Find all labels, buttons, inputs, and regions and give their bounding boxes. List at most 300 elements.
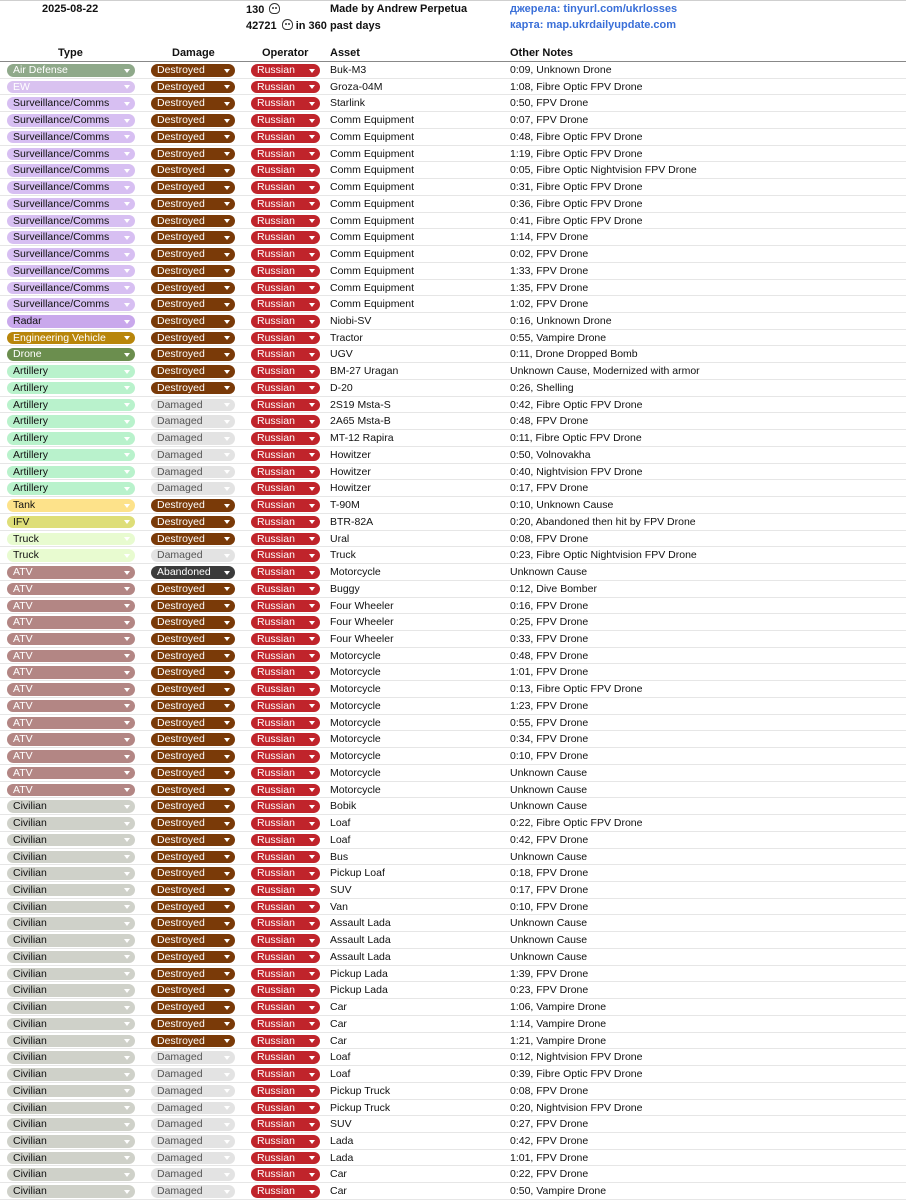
notes-cell[interactable]: 0:55, FPV Drone [510,716,589,729]
type-dropdown[interactable] [7,365,135,378]
asset-cell[interactable]: Four Wheeler [330,599,394,612]
type-dropdown[interactable] [7,499,135,512]
damage-dropdown[interactable] [151,81,235,94]
asset-cell[interactable]: Comm Equipment [330,197,415,210]
operator-dropdown[interactable] [251,700,320,713]
damage-dropdown[interactable] [151,399,235,412]
notes-cell[interactable]: Unknown Cause [510,950,588,963]
notes-cell[interactable]: 0:12, Nightvision FPV Drone [510,1051,643,1064]
operator-dropdown[interactable] [251,449,320,462]
type-dropdown[interactable] [7,282,135,295]
notes-cell[interactable]: 1:23, FPV Drone [510,699,589,712]
operator-dropdown[interactable] [251,466,320,479]
asset-cell[interactable]: Howitzer [330,448,371,461]
asset-cell[interactable]: Motorcycle [330,566,381,579]
notes-cell[interactable]: 0:42, FPV Drone [510,1135,589,1147]
type-dropdown[interactable] [7,566,135,579]
asset-cell[interactable]: Four Wheeler [330,616,394,629]
notes-cell[interactable]: 0:48, Fibre Optic FPV Drone [510,130,643,143]
type-dropdown[interactable] [7,215,135,228]
operator-dropdown[interactable] [251,733,320,746]
damage-dropdown[interactable] [151,934,235,947]
operator-dropdown[interactable] [251,131,320,144]
type-dropdown[interactable] [7,248,135,261]
type-dropdown[interactable] [7,164,135,177]
notes-cell[interactable]: 0:17, FPV Drone [510,482,589,495]
operator-dropdown[interactable] [251,348,320,361]
damage-dropdown[interactable] [151,968,235,981]
type-dropdown[interactable] [7,81,135,94]
asset-cell[interactable]: Assault Lada [330,950,391,963]
type-dropdown[interactable] [7,633,135,646]
type-dropdown[interactable] [7,851,135,864]
type-dropdown[interactable] [7,315,135,328]
type-dropdown[interactable] [7,131,135,144]
asset-cell[interactable]: Bobik [330,800,357,813]
operator-dropdown[interactable] [251,1001,320,1014]
asset-cell[interactable]: Comm Equipment [330,264,415,277]
type-dropdown[interactable] [7,968,135,981]
asset-cell[interactable]: 2S19 Msta-S [330,398,391,411]
notes-cell[interactable]: 1:14, FPV Drone [510,231,589,244]
operator-dropdown[interactable] [251,583,320,596]
type-dropdown[interactable] [7,1168,135,1181]
damage-dropdown[interactable] [151,750,235,763]
notes-cell[interactable]: 1:21, Vampire Drone [510,1034,607,1047]
asset-cell[interactable]: Niobi-SV [330,315,372,328]
map-link[interactable] [510,19,676,31]
asset-cell[interactable]: SUV [330,1118,352,1131]
damage-dropdown[interactable] [151,348,235,361]
type-dropdown[interactable] [7,1102,135,1115]
operator-dropdown[interactable] [251,683,320,696]
notes-cell[interactable]: 0:05, Fibre Optic Nightvision FPV Drone [510,164,697,177]
type-dropdown[interactable] [7,97,135,110]
type-dropdown[interactable] [7,265,135,278]
damage-dropdown[interactable] [151,834,235,847]
type-dropdown[interactable] [7,549,135,562]
damage-dropdown[interactable] [151,867,235,880]
notes-cell[interactable]: 0:42, Fibre Optic FPV Drone [510,398,643,411]
notes-cell[interactable]: 0:41, Fibre Optic FPV Drone [510,214,643,227]
asset-cell[interactable]: Lada [330,1135,354,1147]
column-header-notes[interactable]: Other Notes [510,47,573,59]
operator-dropdown[interactable] [251,499,320,512]
type-dropdown[interactable] [7,1051,135,1064]
type-dropdown[interactable] [7,382,135,395]
damage-dropdown[interactable] [151,583,235,596]
asset-cell[interactable]: Comm Equipment [330,130,415,143]
damage-dropdown[interactable] [151,1152,235,1165]
damage-dropdown[interactable] [151,231,235,244]
column-header-asset[interactable]: Asset [330,47,360,59]
operator-dropdown[interactable] [251,248,320,261]
notes-cell[interactable]: 0:22, FPV Drone [510,1168,589,1181]
asset-cell[interactable]: Car [330,1001,347,1014]
type-dropdown[interactable] [7,198,135,211]
type-dropdown[interactable] [7,1018,135,1031]
operator-dropdown[interactable] [251,382,320,395]
operator-dropdown[interactable] [251,784,320,797]
operator-dropdown[interactable] [251,282,320,295]
type-dropdown[interactable] [7,449,135,462]
asset-cell[interactable]: T-90M [330,499,360,512]
operator-dropdown[interactable] [251,968,320,981]
damage-dropdown[interactable] [151,1185,235,1198]
asset-cell[interactable]: Comm Equipment [330,114,415,127]
damage-dropdown[interactable] [151,415,235,428]
operator-dropdown[interactable] [251,533,320,546]
asset-cell[interactable]: Car [330,1185,347,1198]
operator-dropdown[interactable] [251,951,320,964]
asset-cell[interactable]: Motorcycle [330,666,381,679]
notes-cell[interactable]: 1:01, FPV Drone [510,666,589,679]
notes-cell[interactable]: 1:01, FPV Drone [510,1151,589,1164]
damage-dropdown[interactable] [151,951,235,964]
operator-dropdown[interactable] [251,1068,320,1081]
type-dropdown[interactable] [7,533,135,546]
notes-cell[interactable]: 0:48, FPV Drone [510,649,589,662]
operator-dropdown[interactable] [251,1018,320,1031]
asset-cell[interactable]: BTR-82A [330,515,374,528]
asset-cell[interactable]: SUV [330,883,352,896]
type-dropdown[interactable] [7,64,135,77]
column-header-operator[interactable]: Operator [262,47,309,59]
operator-dropdown[interactable] [251,415,320,428]
operator-dropdown[interactable] [251,64,320,77]
operator-dropdown[interactable] [251,817,320,830]
asset-cell[interactable]: Motorcycle [330,649,381,662]
damage-dropdown[interactable] [151,650,235,663]
damage-dropdown[interactable] [151,533,235,546]
type-dropdown[interactable] [7,148,135,161]
type-dropdown[interactable] [7,901,135,914]
column-header-type[interactable]: Type [58,47,83,59]
notes-cell[interactable]: 0:12, Dive Bomber [510,582,597,595]
operator-dropdown[interactable] [251,600,320,613]
asset-cell[interactable]: Ural [330,532,350,545]
damage-dropdown[interactable] [151,901,235,914]
type-dropdown[interactable] [7,466,135,479]
asset-cell[interactable]: Assault Lada [330,934,391,947]
type-dropdown[interactable] [7,1085,135,1098]
operator-dropdown[interactable] [251,750,320,763]
operator-dropdown[interactable] [251,934,320,947]
damage-dropdown[interactable] [151,884,235,897]
asset-cell[interactable]: Car [330,1017,347,1030]
damage-dropdown[interactable] [151,148,235,161]
asset-cell[interactable]: Four Wheeler [330,632,394,645]
operator-dropdown[interactable] [251,399,320,412]
operator-dropdown[interactable] [251,81,320,94]
notes-cell[interactable]: Unknown Cause [510,783,588,796]
operator-dropdown[interactable] [251,1152,320,1165]
notes-cell[interactable]: 0:11, Drone Dropped Bomb [510,348,638,361]
type-dropdown[interactable] [7,181,135,194]
asset-cell[interactable]: Loaf [330,833,351,846]
asset-cell[interactable]: MT-12 Rapira [330,432,394,445]
damage-dropdown[interactable] [151,315,235,328]
damage-dropdown[interactable] [151,1085,235,1098]
notes-cell[interactable]: 0:55, Vampire Drone [510,331,607,344]
asset-cell[interactable]: Truck [330,549,356,562]
type-dropdown[interactable] [7,415,135,428]
operator-dropdown[interactable] [251,867,320,880]
type-dropdown[interactable] [7,750,135,763]
type-dropdown[interactable] [7,767,135,780]
sources-url[interactable]: tinyurl.com/ukrlosses [563,3,678,15]
notes-cell[interactable]: 0:25, FPV Drone [510,616,589,629]
notes-cell[interactable]: 0:16, Unknown Drone [510,315,612,328]
asset-cell[interactable]: Pickup Loaf [330,867,385,880]
operator-dropdown[interactable] [251,332,320,345]
operator-dropdown[interactable] [251,984,320,997]
damage-dropdown[interactable] [151,1102,235,1115]
notes-cell[interactable]: 0:11, Fibre Optic FPV Drone [510,432,642,445]
type-dropdown[interactable] [7,516,135,529]
damage-dropdown[interactable] [151,917,235,930]
operator-dropdown[interactable] [251,365,320,378]
operator-dropdown[interactable] [251,97,320,110]
notes-cell[interactable]: 0:50, Volnovakha [510,448,591,461]
asset-cell[interactable]: Pickup Lada [330,967,388,980]
type-dropdown[interactable] [7,784,135,797]
asset-cell[interactable]: Comm Equipment [330,281,415,294]
operator-dropdown[interactable] [251,767,320,780]
notes-cell[interactable]: 0:39, Fibre Optic FPV Drone [510,1068,643,1081]
notes-cell[interactable]: 0:10, FPV Drone [510,750,589,763]
notes-cell[interactable]: 0:26, Shelling [510,381,574,394]
column-header-damage[interactable]: Damage [172,47,215,59]
asset-cell[interactable]: Motorcycle [330,750,381,763]
damage-dropdown[interactable] [151,600,235,613]
operator-dropdown[interactable] [251,717,320,730]
operator-dropdown[interactable] [251,884,320,897]
damage-dropdown[interactable] [151,181,235,194]
damage-dropdown[interactable] [151,114,235,127]
type-dropdown[interactable] [7,650,135,663]
damage-dropdown[interactable] [151,784,235,797]
damage-dropdown[interactable] [151,1135,235,1148]
damage-dropdown[interactable] [151,616,235,629]
notes-cell[interactable]: 0:20, Nightvision FPV Drone [510,1101,643,1114]
notes-cell[interactable]: 0:16, FPV Drone [510,599,589,612]
type-dropdown[interactable] [7,348,135,361]
asset-cell[interactable]: D-20 [330,381,353,394]
type-dropdown[interactable] [7,1118,135,1131]
operator-dropdown[interactable] [251,215,320,228]
operator-dropdown[interactable] [251,298,320,311]
operator-dropdown[interactable] [251,516,320,529]
damage-dropdown[interactable] [151,633,235,646]
damage-dropdown[interactable] [151,733,235,746]
damage-dropdown[interactable] [151,1118,235,1131]
type-dropdown[interactable] [7,298,135,311]
notes-cell[interactable]: 0:20, Abandoned then hit by FPV Drone [510,515,696,528]
operator-dropdown[interactable] [251,851,320,864]
operator-dropdown[interactable] [251,549,320,562]
type-dropdown[interactable] [7,600,135,613]
type-dropdown[interactable] [7,1152,135,1165]
map-url[interactable]: map.ukrdailyupdate.com [546,19,677,31]
damage-dropdown[interactable] [151,717,235,730]
operator-dropdown[interactable] [251,633,320,646]
notes-cell[interactable]: 1:39, FPV Drone [510,967,589,980]
asset-cell[interactable]: Car [330,1168,347,1181]
damage-dropdown[interactable] [151,1001,235,1014]
type-dropdown[interactable] [7,700,135,713]
operator-dropdown[interactable] [251,181,320,194]
operator-dropdown[interactable] [251,650,320,663]
notes-cell[interactable]: 0:08, FPV Drone [510,532,589,545]
damage-dropdown[interactable] [151,767,235,780]
asset-cell[interactable]: Motorcycle [330,683,381,696]
notes-cell[interactable]: 0:02, FPV Drone [510,248,589,261]
notes-cell[interactable]: 0:31, Fibre Optic FPV Drone [510,181,643,194]
notes-cell[interactable]: 0:27, FPV Drone [510,1118,589,1131]
notes-cell[interactable]: 0:18, FPV Drone [510,867,589,880]
asset-cell[interactable]: Assault Lada [330,917,391,930]
notes-cell[interactable]: Unknown Cause [510,766,588,779]
asset-cell[interactable]: Comm Equipment [330,231,415,244]
operator-dropdown[interactable] [251,1102,320,1115]
notes-cell[interactable]: 0:17, FPV Drone [510,883,589,896]
damage-dropdown[interactable] [151,64,235,77]
asset-cell[interactable]: Comm Equipment [330,164,415,177]
notes-cell[interactable]: Unknown Cause [510,566,588,579]
asset-cell[interactable]: Lada [330,1151,354,1164]
asset-cell[interactable]: Bus [330,850,349,863]
operator-dropdown[interactable] [251,432,320,445]
type-dropdown[interactable] [7,1068,135,1081]
notes-cell[interactable]: 0:50, FPV Drone [510,97,589,110]
damage-dropdown[interactable] [151,800,235,813]
type-dropdown[interactable] [7,683,135,696]
damage-dropdown[interactable] [151,1168,235,1181]
asset-cell[interactable]: Van [330,900,348,913]
damage-dropdown[interactable] [151,466,235,479]
asset-cell[interactable]: Loaf [330,817,351,830]
damage-dropdown[interactable] [151,164,235,177]
damage-dropdown[interactable] [151,432,235,445]
operator-dropdown[interactable] [251,917,320,930]
damage-dropdown[interactable] [151,851,235,864]
type-dropdown[interactable] [7,717,135,730]
notes-cell[interactable]: 1:14, Vampire Drone [510,1017,607,1030]
type-dropdown[interactable] [7,1185,135,1198]
asset-cell[interactable]: Pickup Lada [330,984,388,997]
type-dropdown[interactable] [7,666,135,679]
notes-cell[interactable]: 1:19, Fibre Optic FPV Drone [510,147,643,160]
operator-dropdown[interactable] [251,800,320,813]
damage-dropdown[interactable] [151,1051,235,1064]
notes-cell[interactable]: 0:09, Unknown Drone [510,64,612,76]
notes-cell[interactable]: 0:40, Nightvision FPV Drone [510,465,643,478]
operator-dropdown[interactable] [251,901,320,914]
asset-cell[interactable]: Comm Equipment [330,181,415,194]
sources-link[interactable] [510,3,677,15]
asset-cell[interactable]: Comm Equipment [330,214,415,227]
notes-cell[interactable]: 0:10, FPV Drone [510,900,589,913]
asset-cell[interactable]: Groza-04M [330,80,383,93]
type-dropdown[interactable] [7,884,135,897]
notes-cell[interactable]: Unknown Cause [510,850,588,863]
notes-cell[interactable]: Unknown Cause, Modernized with armor [510,365,700,378]
operator-dropdown[interactable] [251,315,320,328]
asset-cell[interactable]: Loaf [330,1068,351,1081]
type-dropdown[interactable] [7,332,135,345]
notes-cell[interactable]: 0:23, Fibre Optic Nightvision FPV Drone [510,549,697,562]
notes-cell[interactable]: 0:08, FPV Drone [510,1084,589,1097]
type-dropdown[interactable] [7,951,135,964]
asset-cell[interactable]: Pickup Truck [330,1101,391,1114]
damage-dropdown[interactable] [151,449,235,462]
damage-dropdown[interactable] [151,365,235,378]
operator-dropdown[interactable] [251,1118,320,1131]
type-dropdown[interactable] [7,733,135,746]
operator-dropdown[interactable] [251,114,320,127]
operator-dropdown[interactable] [251,198,320,211]
operator-dropdown[interactable] [251,1035,320,1048]
type-dropdown[interactable] [7,1001,135,1014]
operator-dropdown[interactable] [251,482,320,495]
notes-cell[interactable]: 0:42, FPV Drone [510,833,589,846]
damage-dropdown[interactable] [151,248,235,261]
notes-cell[interactable]: 0:48, FPV Drone [510,415,589,428]
damage-dropdown[interactable] [151,499,235,512]
asset-cell[interactable]: Motorcycle [330,716,381,729]
notes-cell[interactable]: 0:23, FPV Drone [510,984,589,997]
asset-cell[interactable]: UGV [330,348,353,361]
operator-dropdown[interactable] [251,231,320,244]
asset-cell[interactable]: Tractor [330,331,363,344]
asset-cell[interactable]: Buk-M3 [330,64,367,76]
damage-dropdown[interactable] [151,549,235,562]
damage-dropdown[interactable] [151,700,235,713]
type-dropdown[interactable] [7,834,135,847]
type-dropdown[interactable] [7,1135,135,1148]
operator-dropdown[interactable] [251,666,320,679]
operator-dropdown[interactable] [251,148,320,161]
type-dropdown[interactable] [7,867,135,880]
asset-cell[interactable]: Motorcycle [330,733,381,746]
notes-cell[interactable]: 0:34, FPV Drone [510,733,589,746]
notes-cell[interactable]: Unknown Cause [510,917,588,930]
operator-dropdown[interactable] [251,1051,320,1064]
notes-cell[interactable]: 1:08, Fibre Optic FPV Drone [510,80,643,93]
type-dropdown[interactable] [7,917,135,930]
damage-dropdown[interactable] [151,984,235,997]
notes-cell[interactable]: 1:06, Vampire Drone [510,1001,607,1014]
type-dropdown[interactable] [7,934,135,947]
type-dropdown[interactable] [7,114,135,127]
notes-cell[interactable]: 0:13, Fibre Optic FPV Drone [510,683,643,696]
asset-cell[interactable]: Car [330,1034,347,1047]
notes-cell[interactable]: 0:33, FPV Drone [510,632,589,645]
notes-cell[interactable]: 1:35, FPV Drone [510,281,589,294]
damage-dropdown[interactable] [151,382,235,395]
asset-cell[interactable]: Comm Equipment [330,147,415,160]
damage-dropdown[interactable] [151,1068,235,1081]
type-dropdown[interactable] [7,616,135,629]
operator-dropdown[interactable] [251,1185,320,1198]
asset-cell[interactable]: Starlink [330,97,366,110]
type-dropdown[interactable] [7,800,135,813]
operator-dropdown[interactable] [251,164,320,177]
type-dropdown[interactable] [7,817,135,830]
damage-dropdown[interactable] [151,817,235,830]
asset-cell[interactable]: Buggy [330,582,360,595]
